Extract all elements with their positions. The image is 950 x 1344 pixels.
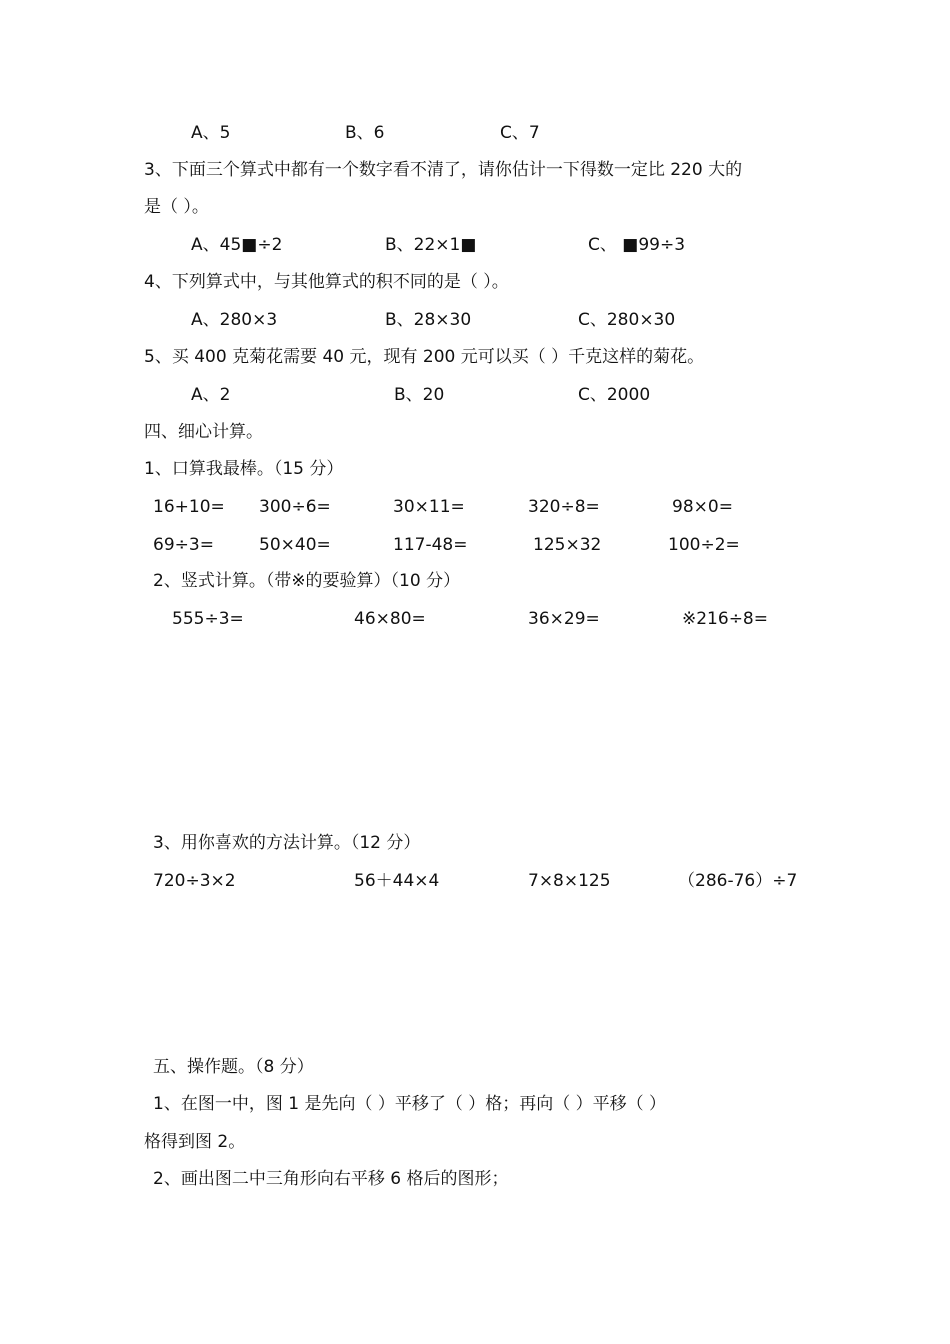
free-calc-item: 720÷3×2 [153, 871, 236, 891]
q4-option-a: A、280×3 [191, 310, 278, 330]
oral-calc-item: 50×40= [259, 535, 331, 555]
vertical-calc-item: ※216÷8= [682, 609, 768, 629]
oral-calc-item: 125×32 [533, 535, 602, 555]
q2-option-b: B、6 [345, 123, 385, 143]
section4-title: 四、细心计算。 [144, 422, 263, 442]
q4-option-b: B、28×30 [385, 310, 472, 330]
free-calc-item: （286-76）÷7 [678, 871, 798, 891]
oral-calc-item: 100÷2= [668, 535, 740, 555]
section5-q1-line2: 格得到图 2。 [144, 1132, 246, 1152]
vertical-calc-item: 36×29= [528, 609, 600, 629]
oral-calc-item: 16+10= [153, 497, 225, 517]
section4-sub3: 3、用你喜欢的方法计算。（12 分） [153, 833, 421, 853]
free-calc-item: 7×8×125 [528, 871, 611, 891]
section5-q2: 2、画出图二中三角形向右平移 6 格后的图形； [153, 1169, 509, 1189]
section4-sub1: 1、口算我最棒。（15 分） [144, 459, 344, 479]
q3-option-c: C、 ■99÷3 [588, 235, 686, 255]
q3-text-line1: 3、下面三个算式中都有一个数字看不清了，请你估计一下得数一定比 220 大的 [144, 160, 743, 180]
q5-option-a: A、2 [191, 385, 231, 405]
q3-text-line2: 是（ ）。 [144, 197, 209, 217]
q4-option-c: C、280×30 [578, 310, 676, 330]
oral-calc-item: 300÷6= [259, 497, 331, 517]
q5-option-c: C、2000 [578, 385, 651, 405]
vertical-calc-item: 555÷3= [172, 609, 244, 629]
free-calc-item: 56＋44×4 [354, 871, 440, 891]
oral-calc-item: 117-48= [393, 535, 468, 555]
vertical-calc-item: 46×80= [354, 609, 426, 629]
q4-text: 4、下列算式中，与其他算式的积不同的是（ ）。 [144, 272, 509, 292]
q2-option-a: A、5 [191, 123, 231, 143]
oral-calc-item: 69÷3= [153, 535, 214, 555]
q3-option-b: B、22×1■ [385, 235, 477, 255]
oral-calc-item: 98×0= [672, 497, 733, 517]
q5-option-b: B、20 [394, 385, 445, 405]
q2-option-c: C、7 [500, 123, 540, 143]
oral-calc-item: 30×11= [393, 497, 465, 517]
oral-calc-item: 320÷8= [528, 497, 600, 517]
section5-q1-line1: 1、在图一中，图 1 是先向（ ）平移了（ ）格；再向（ ）平移（ ） [153, 1094, 667, 1114]
q3-option-a: A、45■÷2 [191, 235, 283, 255]
q5-text: 5、买 400 克菊花需要 40 元，现有 200 元可以买（ ）千克这样的菊花。 [144, 347, 705, 367]
section5-title: 五、操作题。（8 分） [153, 1057, 314, 1077]
section4-sub2: 2、竖式计算。（带※的要验算）（10 分） [153, 571, 461, 591]
